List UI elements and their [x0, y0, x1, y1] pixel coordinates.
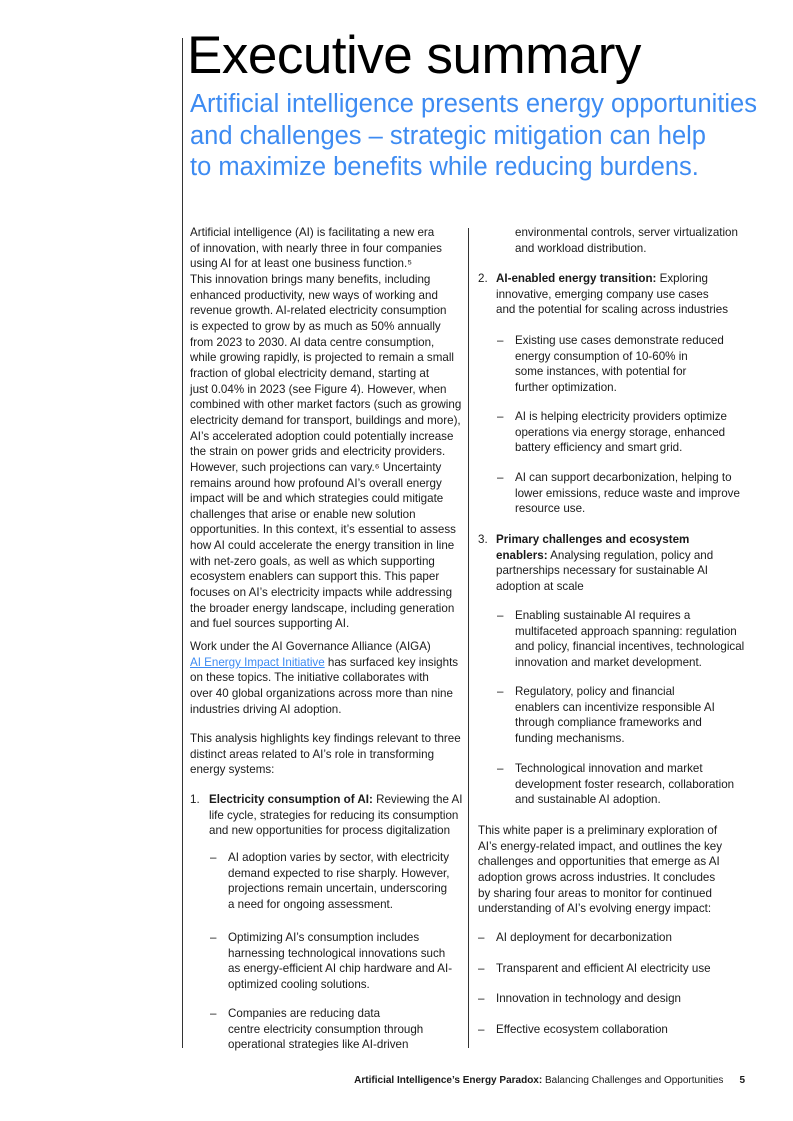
footer-title-bold: Artificial Intelligence’s Energy Paradox: [354, 1075, 543, 1086]
text-run: opportunities. In this context, it’s essential to assess [190, 523, 456, 537]
text-run: the broader energy landscape, including generation [190, 601, 455, 615]
text-run: environmental controls, server virtualization [515, 226, 738, 239]
text-line [515, 364, 724, 380]
text-run: through compliance frameworks and [515, 716, 702, 730]
text-run: by sharing four areas to monitor for continued [478, 886, 712, 900]
text-line [496, 271, 728, 287]
text-run: further optimization. [515, 380, 617, 394]
text-run: AI adoption varies by sector, with electricity [228, 851, 450, 864]
text-run: lower emissions, reduce waste and improve [515, 486, 740, 500]
text-line [209, 792, 462, 808]
text-run: with net-zero goals, as well as which supporting [190, 554, 435, 568]
text-line [496, 563, 713, 579]
text-run: fraction of global electricity demand, starting at [190, 366, 430, 380]
text-line [190, 491, 461, 507]
text-run: and workload distribution. [515, 241, 647, 255]
dash-bullet: – [497, 334, 504, 347]
text-run: combined with other market factors (such as growing [190, 398, 462, 412]
text-run: has surfaced key insights [324, 655, 459, 669]
text-line [190, 554, 461, 570]
text-line [515, 655, 744, 671]
text-run: innovation and market development. [515, 655, 702, 669]
text-line [190, 444, 461, 460]
title-rule [182, 38, 183, 1048]
dash-bullet: – [210, 1007, 217, 1020]
conclusion-paragraph [478, 823, 722, 917]
text-run: Artificial intelligence presents energy opportunities [190, 90, 757, 118]
text-line [228, 977, 452, 993]
text-line [190, 288, 461, 304]
text-line [190, 121, 757, 153]
text-run: understanding of AI’s evolving energy impact: [478, 902, 712, 916]
text-line [515, 333, 724, 349]
text-line [515, 792, 734, 808]
text-line [190, 538, 461, 554]
text-line [190, 319, 461, 335]
sub-item [515, 409, 727, 456]
text-run: operations via energy storage, enhanced [515, 425, 726, 439]
text-line [190, 507, 461, 523]
text-line [515, 349, 724, 365]
text-line [190, 731, 461, 747]
text-line [190, 747, 461, 763]
text-run: innovative, emerging company use cases [496, 287, 709, 301]
text-line [515, 715, 715, 731]
text-line [228, 1037, 423, 1053]
text-run: of innovation, with nearly three in four companies [190, 241, 442, 255]
text-run: and new opportunities for process digitalization [209, 824, 451, 838]
text-run: This innovation brings many benefits, including [190, 272, 431, 286]
text-run: while growing rapidly, is projected to remain a small [190, 351, 454, 365]
dash-bullet: – [497, 609, 504, 622]
text-run: AI can support decarbonization, helping to [515, 471, 732, 484]
text-line [515, 470, 740, 486]
text-line [190, 272, 461, 288]
text-line [190, 569, 461, 585]
text-run: Artificial intelligence (AI) is facilitating a new era [190, 226, 435, 239]
text-line [515, 624, 744, 640]
bold-lead: enablers: [496, 548, 548, 562]
page-number: 5 [739, 1075, 745, 1086]
text-run: resource use. [515, 502, 586, 516]
text-line [515, 225, 738, 241]
text-line [209, 808, 462, 824]
text-run: using AI for at least one business function.⁵ [190, 257, 413, 271]
text-line [190, 686, 458, 702]
footer-title: Balancing Challenges and Opportunities [542, 1075, 724, 1086]
text-line [228, 850, 449, 866]
text-run: challenges and opportunities that emerge as AI [478, 855, 720, 869]
text-run: projections remain uncertain, underscoring [228, 882, 448, 896]
text-run: operational strategies like AI-driven [228, 1038, 409, 1052]
text-line [190, 335, 461, 351]
text-line [190, 762, 461, 778]
text-line [515, 777, 734, 793]
text-line [228, 1022, 423, 1038]
text-run: electricity demand for transport, buildings and more), [190, 413, 461, 427]
sub-item [228, 1006, 423, 1053]
text-line [228, 881, 449, 897]
text-run: and sustainable AI adoption. [515, 793, 661, 807]
text-line [496, 548, 713, 564]
text-line [190, 601, 461, 617]
text-line [515, 425, 727, 441]
text-run: However, such projections can vary.⁶ Uncertainty [190, 460, 442, 474]
text-run: and policy, financial incentives, technological [515, 640, 745, 654]
text-line [515, 684, 715, 700]
text-line [228, 897, 449, 913]
text-line [228, 866, 449, 882]
text-line [478, 854, 722, 870]
sub-item [515, 684, 715, 747]
text-run: optimized cooling solutions. [228, 977, 370, 991]
text-line [515, 639, 744, 655]
text-run: is expected to grow by as much as 50% annually [190, 319, 441, 333]
monitor-item: Transparent and efficient AI electricity use [496, 962, 711, 975]
list-item-challenges [496, 532, 713, 595]
dash-bullet: – [497, 685, 504, 698]
text-line [515, 700, 715, 716]
text-line [478, 870, 722, 886]
text-run: life cycle, strategies for reducing its consumption [209, 808, 459, 822]
text-run: This analysis highlights key findings relevant to three [190, 732, 461, 745]
text-run: This white paper is a preliminary exploration of [478, 824, 718, 837]
text-run: and challenges – strategic mitigation can help [190, 121, 706, 150]
text-run: Analysing regulation, policy and [547, 548, 714, 562]
text-run: adoption at scale [496, 579, 584, 593]
text-line [190, 585, 461, 601]
text-run: Enabling sustainable AI requires a [515, 609, 691, 622]
text-line [228, 930, 452, 946]
text-line [515, 761, 734, 777]
text-run: partnerships necessary for sustainable AI [496, 564, 709, 578]
text-line [496, 532, 713, 548]
text-run: multifaceted approach spanning: regulation [515, 624, 737, 638]
text-line [515, 440, 727, 456]
text-run: Work under the AI Governance Alliance (AIGA) [190, 640, 431, 653]
text-run: enhanced productivity, new ways of working and [190, 288, 438, 302]
sub-item [515, 333, 724, 396]
list-number: 1. [190, 793, 200, 806]
list-number: 2. [478, 272, 488, 285]
monitor-item: Innovation in technology and design [496, 992, 681, 1005]
text-line [496, 287, 728, 303]
dash-bullet: – [497, 762, 504, 775]
text-run: and fuel sources supporting AI. [190, 617, 350, 631]
column-divider [468, 228, 469, 1048]
text-run: on these topics. The initiative collaborates with [190, 671, 429, 685]
aiga-paragraph [190, 639, 458, 717]
sub-item [228, 930, 452, 993]
text-line [515, 608, 744, 624]
initiative-link[interactable]: AI Energy Impact Initiative [190, 655, 325, 669]
text-line [190, 152, 757, 184]
text-run: how AI could accelerate the energy transition in line [190, 539, 455, 553]
text-run: Technological innovation and market [515, 762, 703, 775]
dash-bullet: – [478, 962, 485, 975]
text-run: and the potential for scaling across industries [496, 303, 729, 317]
text-line [515, 409, 727, 425]
text-run: distinct areas related to AI’s role in transforming [190, 747, 435, 761]
text-run: Regulatory, policy and financial [515, 685, 675, 698]
text-line [478, 886, 722, 902]
text-line [190, 397, 461, 413]
dash-bullet: – [210, 851, 217, 864]
text-run: the strain on power grids and electricity providers. [190, 445, 446, 459]
text-line [190, 460, 461, 476]
bold-lead: Electricity consumption of AI: [209, 793, 373, 806]
sub-item [515, 470, 740, 517]
text-line [478, 823, 722, 839]
text-run: industries driving AI adoption. [190, 702, 342, 716]
monitor-item: Effective ecosystem collaboration [496, 1023, 668, 1036]
text-run: centre electricity consumption through [228, 1022, 424, 1036]
text-run: focuses on AI’s electricity impacts while addressing [190, 586, 453, 600]
sub-item-continued [515, 225, 738, 256]
text-line [190, 429, 461, 445]
text-run: challenges that arise or enable new solution [190, 507, 416, 521]
text-run: remains around how profound AI’s overall energy [190, 476, 442, 490]
sub-item [515, 608, 744, 671]
text-line [190, 241, 461, 257]
page-title: Executive summary [187, 26, 641, 85]
text-run: Exploring [656, 272, 708, 285]
text-run: AI’s energy-related impact, and outlines the key [478, 839, 723, 853]
text-run: Existing use cases demonstrate reduced [515, 334, 724, 347]
text-run: energy consumption of 10-60% in [515, 349, 688, 363]
text-run: impact will be and which strategies could mitigate [190, 492, 444, 506]
text-run: as energy-efficient AI chip hardware and AI- [228, 962, 453, 976]
text-line [190, 476, 461, 492]
text-line [190, 303, 461, 319]
analysis-paragraph [190, 731, 461, 778]
text-run: Optimizing AI’s consumption includes [228, 931, 420, 944]
text-line [209, 823, 462, 839]
text-run: to maximize benefits while reducing burdens. [190, 153, 699, 181]
text-run: enablers can incentivize responsible AI [515, 700, 715, 714]
text-line [190, 382, 461, 398]
text-run: Reviewing the AI [372, 793, 463, 806]
text-run: just 0.04% in 2023 (see Figure 4). However, when [190, 382, 447, 396]
text-run: AI is helping electricity providers optimize [515, 410, 727, 423]
text-run: development foster research, collaboration [515, 777, 735, 791]
text-line [515, 380, 724, 396]
text-line [190, 366, 461, 382]
text-line [190, 639, 458, 655]
sub-item [228, 850, 449, 913]
text-line [228, 961, 452, 977]
intro-paragraph [190, 225, 461, 632]
text-run: demand expected to rise sharply. However, [228, 866, 450, 880]
text-line [190, 256, 461, 272]
dash-bullet: – [478, 931, 485, 944]
text-line [190, 655, 458, 671]
text-line [478, 839, 722, 855]
dash-bullet: – [497, 410, 504, 423]
text-run: battery efficiency and smart grid. [515, 441, 683, 455]
text-line [496, 302, 728, 318]
list-number: 3. [478, 533, 488, 546]
subtitle [190, 89, 757, 184]
bold-lead: AI-enabled energy transition: [496, 272, 657, 285]
text-line [190, 616, 461, 632]
text-line [515, 731, 715, 747]
text-line [496, 579, 713, 595]
text-run: adoption grows across industries. It concludes [478, 870, 716, 884]
dash-bullet: – [478, 992, 485, 1005]
text-line [228, 1006, 423, 1022]
text-line [190, 522, 461, 538]
dash-bullet: – [478, 1023, 485, 1036]
bold-lead: Primary challenges and ecosystem [496, 533, 690, 546]
text-run: some instances, with potential for [515, 365, 687, 379]
text-run: funding mechanisms. [515, 731, 625, 745]
text-line [228, 946, 452, 962]
page-footer [354, 1075, 745, 1086]
text-run: from 2023 to 2030. AI data centre consumption, [190, 335, 435, 349]
text-line [190, 225, 461, 241]
text-run: ecosystem enablers can support this. This paper [190, 570, 440, 584]
text-line [515, 501, 740, 517]
dash-bullet: – [497, 471, 504, 484]
text-line [515, 241, 738, 257]
list-item-energy-transition [496, 271, 728, 318]
text-run: harnessing technological innovations such [228, 946, 446, 960]
text-run: over 40 global organizations across more than nine [190, 686, 453, 700]
dash-bullet: – [210, 931, 217, 944]
list-item-electricity [209, 792, 462, 839]
text-line [190, 89, 757, 121]
text-line [190, 350, 461, 366]
text-run: Companies are reducing data [228, 1007, 381, 1020]
text-line [478, 901, 722, 917]
text-line [190, 670, 458, 686]
text-line [515, 486, 740, 502]
text-line [190, 413, 461, 429]
text-run: revenue growth. AI-related electricity consumption [190, 304, 447, 318]
text-run: energy systems: [190, 763, 275, 777]
text-run: AI’s accelerated adoption could potentially increase [190, 429, 454, 443]
monitor-item: AI deployment for decarbonization [496, 931, 672, 944]
text-line [190, 702, 458, 718]
sub-item [515, 761, 734, 808]
text-run: a need for ongoing assessment. [228, 897, 393, 911]
